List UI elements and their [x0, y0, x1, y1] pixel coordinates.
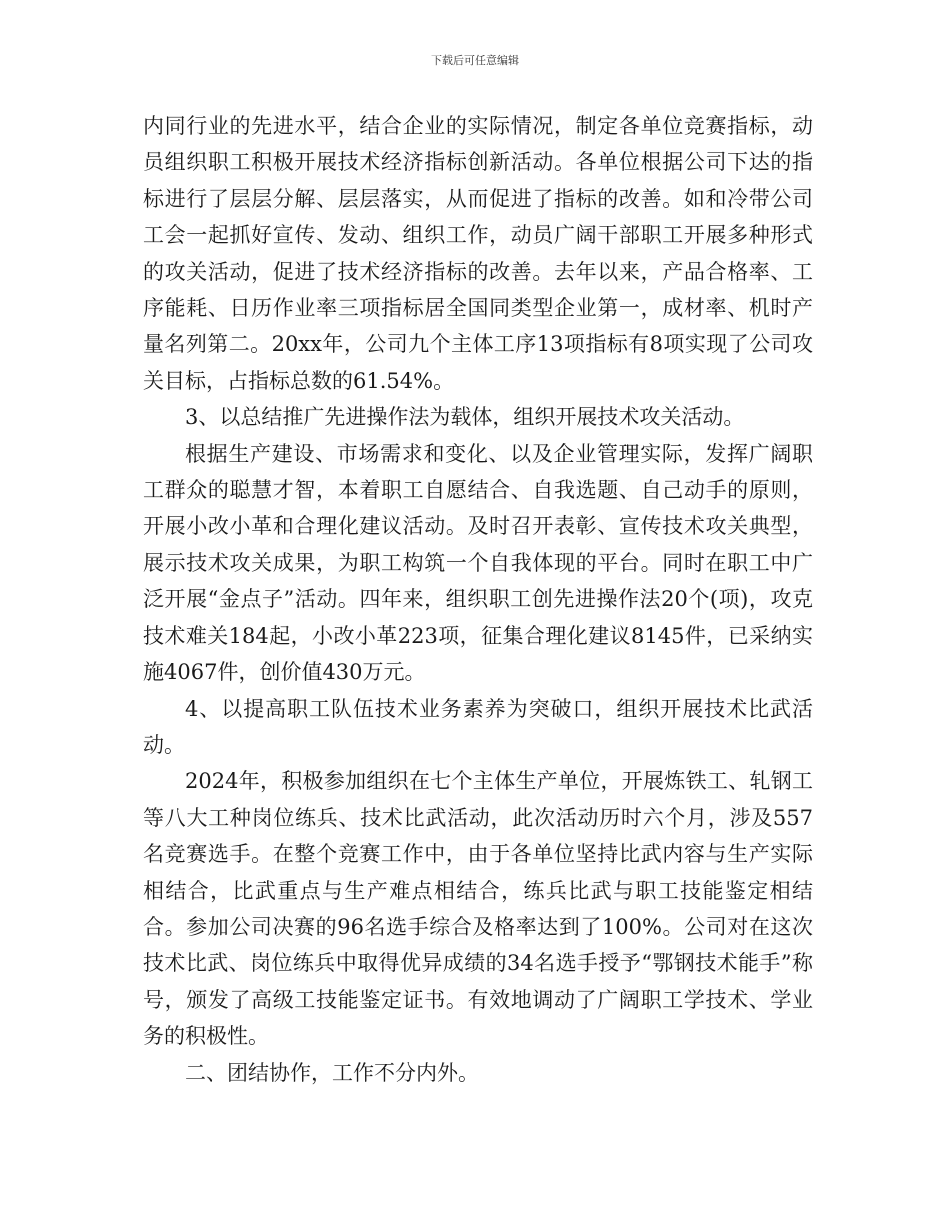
paragraph-heading-4: 4、以提高职工队伍技术业务素养为突破口，组织开展技术比武活动。 — [143, 696, 813, 757]
page-header-note: 下载后可任意编辑 — [431, 54, 519, 67]
paragraph-section-2: 二、团结协作，工作不分内外。 — [185, 1060, 479, 1085]
paragraph-competition: 2024年，积极参加组织在七个主体生产单位，开展炼铁工、轧钢工等八大工种岗位练兵、技术比武活动，此次活动历时六个月，涉及557名竞赛选手。在整个竞赛工作中，由于各单位坚持比武内容与生产实际相结合，比武重点与生产难点相结合，练兵比武与职工技能鉴定相结合。参加公司决赛的96名选手综合及格率达到了100%。公司对在这次技术比武、岗位练兵中取得优异成绩的34名选手授予“鄂钢技术能手”称号，颁发了高级工技能鉴定证书。有效地调动了广阔职工学技术、学业务的积极性。 — [143, 769, 813, 1049]
paragraph-heading-3: 3、以总结推广先进操作法为载体，组织开展技术攻关活动。 — [185, 405, 745, 430]
paragraph-innovation: 根据生产建设、市场需求和变化、以及企业管理实际，发挥广阔职工群众的聪慧才智，本着职工自愿结合、自我选题、自己动手的原则，开展小改小革和合理化建议活动。及时召开表彰、宣传技术攻关典型，展示技术攻关成果，为职工构筑一个自我体现的平台。同时在职工中广泛开展“金点子”活动。四年来，组织职工创先进操作法20个(项)，攻克技术难关184起，小改小革223项，征集合理化建议8145件，已采纳实施4067件，创价值430万元。 — [143, 441, 813, 685]
document-body — [143, 108, 813, 1091]
paragraph-continuation: 内同行业的先进水平，结合企业的实际情况，制定各单位竞赛指标，动员组织职工积极开展技术经济指标创新活动。各单位根据公司下达的指标进行了层层分解、层层落实，从而促进了指标的改善。如和冷带公司工会一起抓好宣传、发动、组织工作，动员广阔干部职工开展多种形式的攻关活动，促进了技术经济指标的改善。去年以来，产品合格率、工序能耗、日历作业率三项指标居全国同类型企业第一，成材率、机时产量名列第二。20xx年，公司九个主体工序13项指标有8项实现了公司攻关目标，占指标总数的61.54%。 — [143, 114, 813, 393]
